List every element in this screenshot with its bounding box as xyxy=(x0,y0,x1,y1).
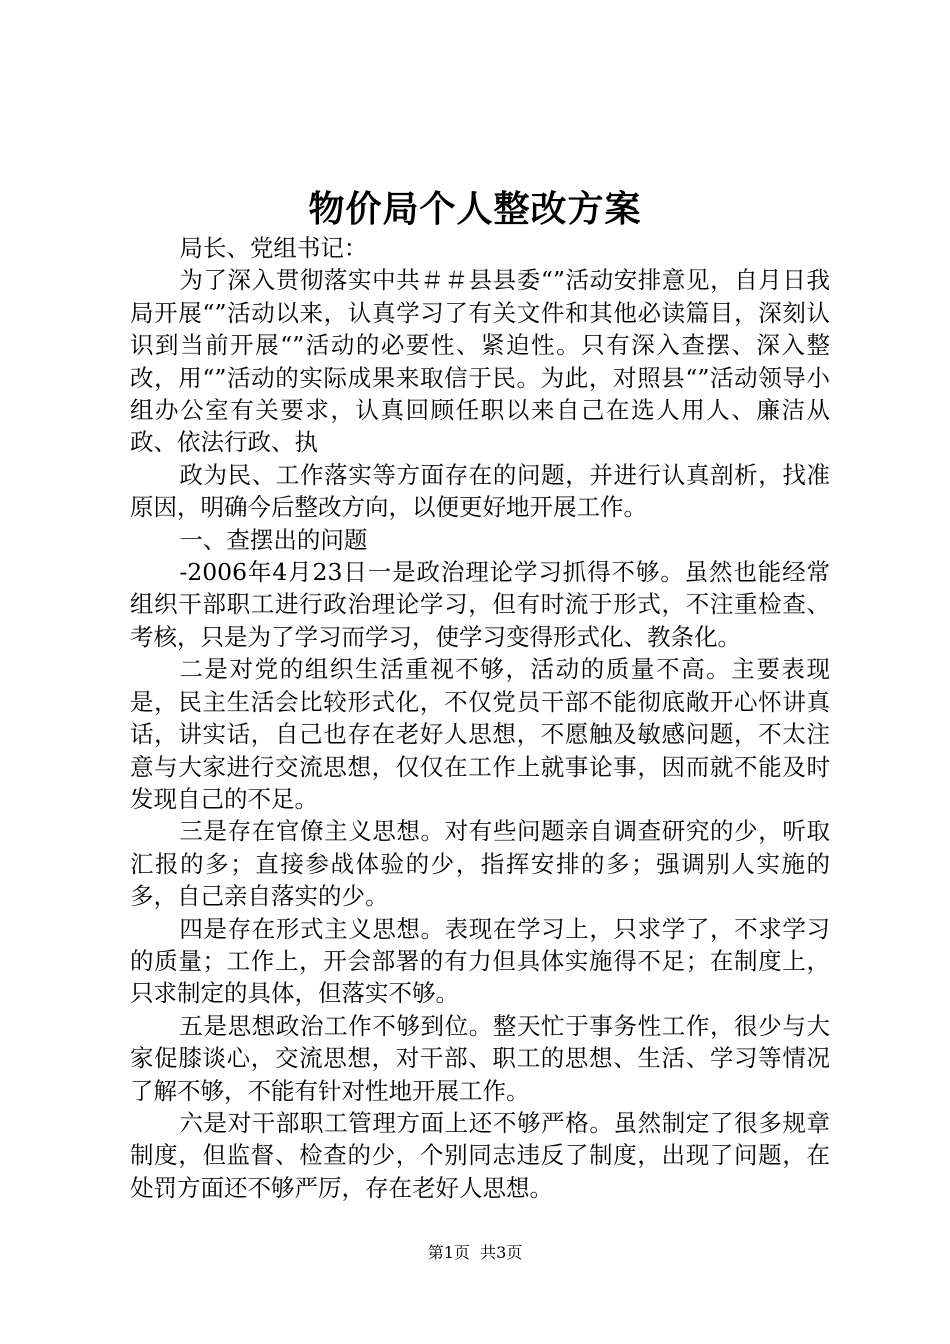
salutation-paragraph: 局长、党组书记： xyxy=(179,234,368,262)
page-number: 第1页 共3页 xyxy=(427,1243,523,1262)
page-footer xyxy=(0,1242,950,1264)
problem-paragraph-2: 二是对党的组织生活重视不够，活动的质量不高。主要表现是，民主生活会比较形式化，不仅党员干部不能彻底敞开心怀讲真话，讲实话，自己也存在老好人思想，不愿触及敏感问题，不太注意与大家进行交流思想，仅仅在工作上就事论事，因而就不能及时发现自己的不足。 xyxy=(130,655,830,813)
problem-paragraph-6: 六是对干部职工管理方面上还不够严格。虽然制定了很多规章制度，但监督、检查的少，个别同志违反了制度，出现了问题，在处罚方面还不够严厉，存在老好人思想。 xyxy=(130,1108,830,1202)
document-title: 物价局个人整改方案 xyxy=(308,188,642,230)
problem-paragraph-5: 五是思想政治工作不够到位。整天忙于事务性工作，很少与大家促膝谈心，交流思想，对干部、职工的思想、生活、学习等情况了解不够，不能有针对性地开展工作。 xyxy=(130,1011,830,1105)
intro-paragraph: 为了深入贯彻落实中共＃＃县县委“”活动安排意见，自月日我局开展“”活动以来，认真学习了有关文件和其他必读篇目，深刻认识到当前开展“”活动的必要性、紧迫性。只有深入查摆、深入整改，用“”活动的实际成果来取信于民。为此，对照县“”活动领导小组办公室有关要求，认真回顾任职以来自己在选人用人、廉洁从政、依法行政、执 xyxy=(130,266,830,457)
document-body xyxy=(130,232,830,1204)
section-heading: 一、查摆出的问题 xyxy=(179,525,368,554)
problem-paragraph-1: -2006年4月23日一是政治理论学习抓得不够。虽然也能经常组织干部职工进行政治理论学习，但有时流于形式，不注重检查、考核，只是为了学习而学习，使学习变得形式化、教条化。 xyxy=(130,558,830,651)
problem-paragraph-3: 三是存在官僚主义思想。对有些问题亲自调查研究的少，听取汇报的多；直接参战体验的少，指挥安排的多；强调别人实施的多，自己亲自落实的少。 xyxy=(130,817,830,911)
intro-continuation-paragraph: 政为民、工作落实等方面存在的问题，并进行认真剖析，找准原因，明确今后整改方向，以便更好地开展工作。 xyxy=(130,460,830,522)
problem-paragraph-4: 四是存在形式主义思想。表现在学习上，只求学了，不求学习的质量；工作上，开会部署的有力但具体实施得不足；在制度上，只求制定的具体，但落实不够。 xyxy=(130,914,830,1008)
